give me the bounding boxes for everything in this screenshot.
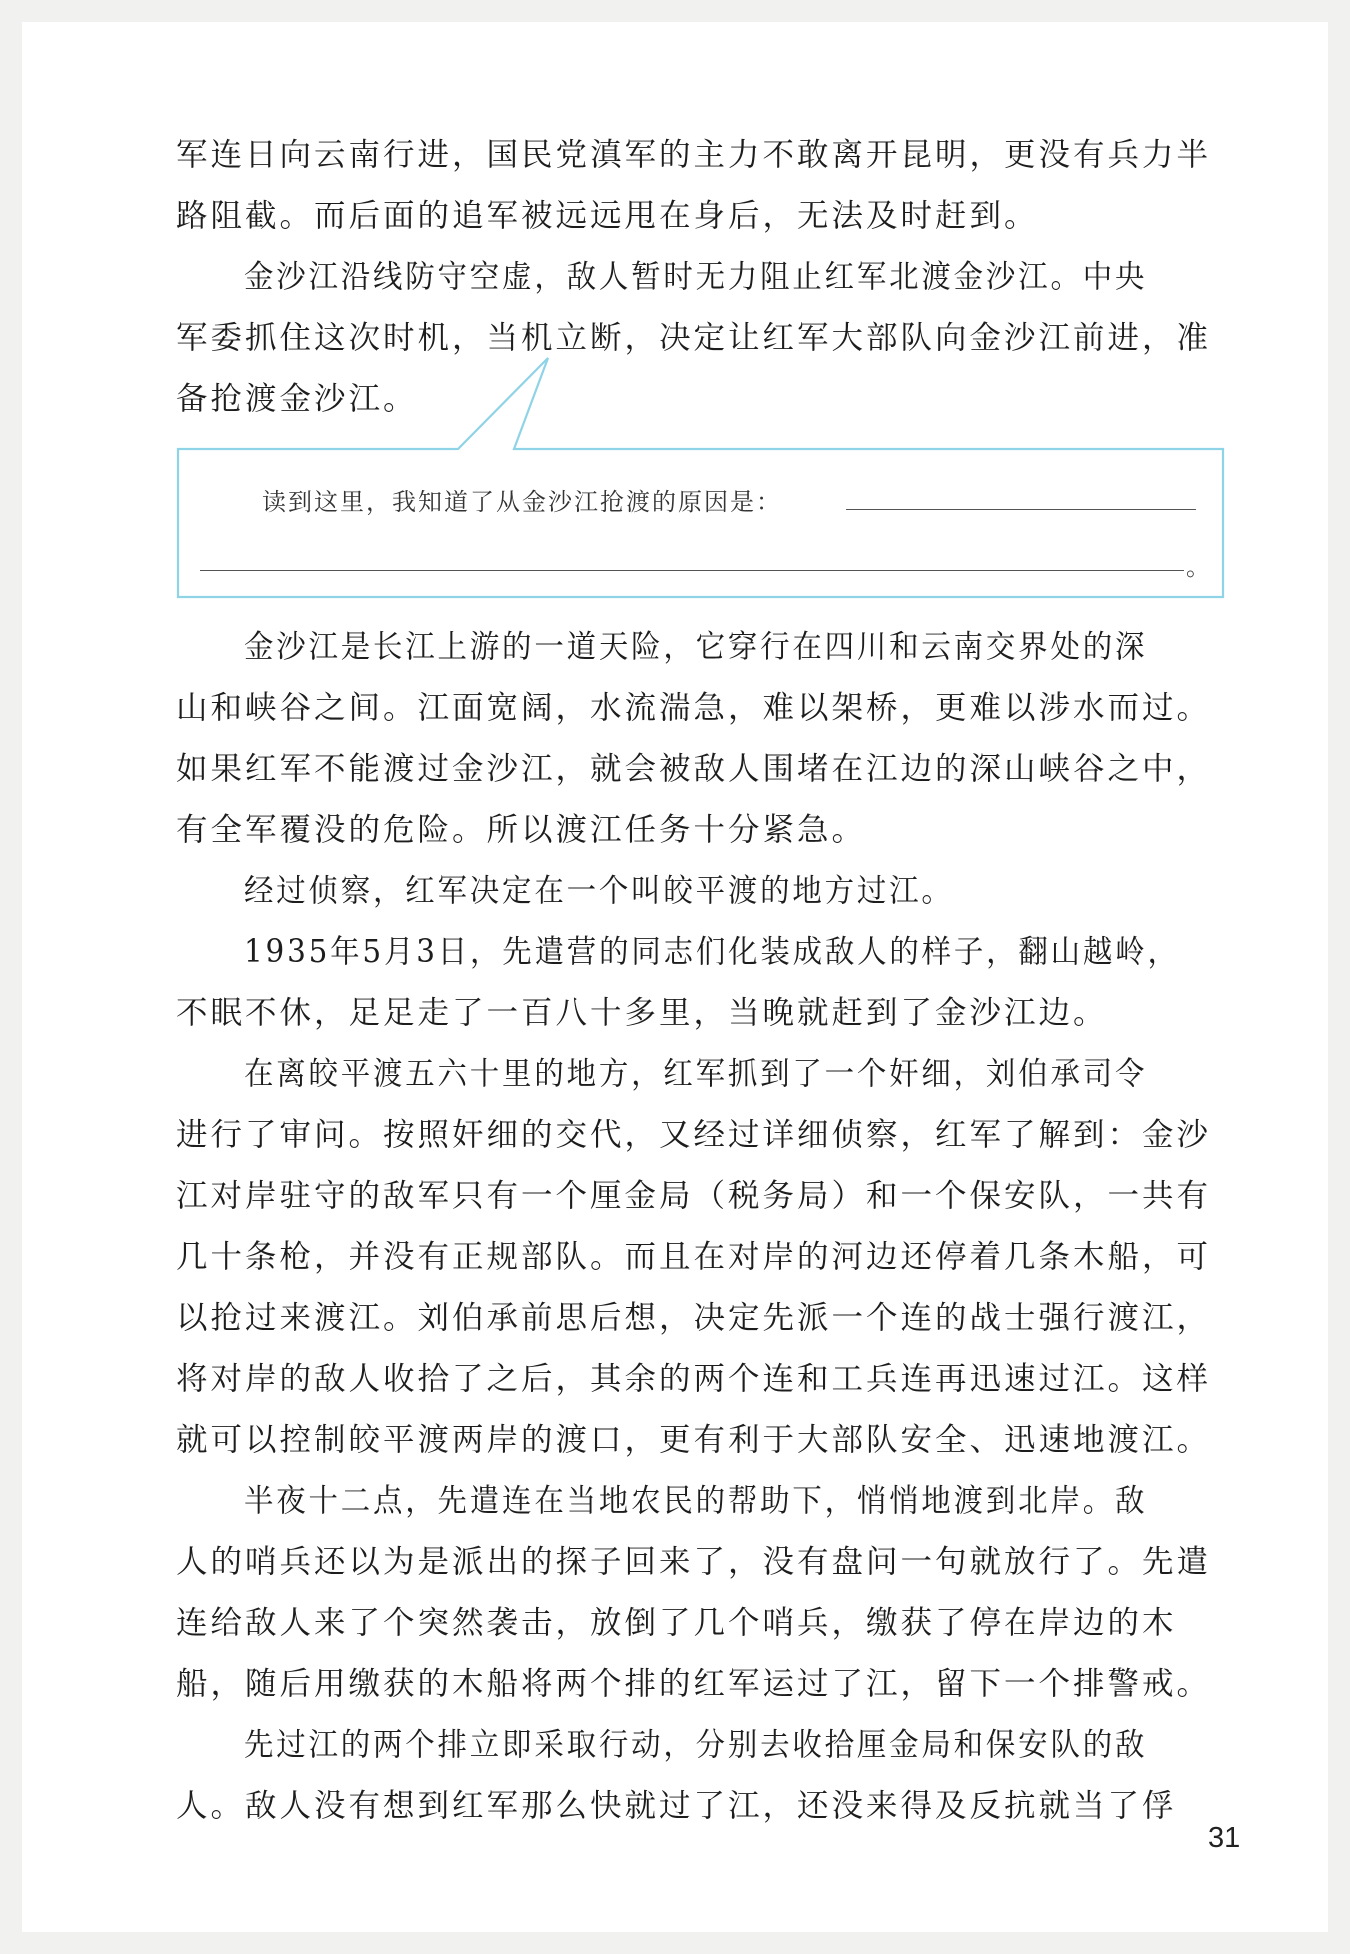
answer-blank-line-2[interactable] xyxy=(200,570,1184,571)
text-line: 军委抓住这次时机，当机立断，决定让红军大部队向金沙江前进，准 xyxy=(176,320,1212,356)
text-line: 军连日向云南行进，国民党滇军的主力不敢离开昆明，更没有兵力半 xyxy=(176,137,1212,173)
text-line: 金沙江沿线防守空虚，敌人暂时无力阻止红军北渡金沙江。中央 xyxy=(244,259,1148,295)
text-line: 连给敌人来了个突然袭击，放倒了几个哨兵，缴获了停在岸边的木 xyxy=(176,1605,1177,1641)
text-line: 几十条枪，并没有正规部队。而且在对岸的河边还停着几条木船，可 xyxy=(176,1239,1212,1275)
text-line: 如果红军不能渡过金沙江，就会被敌人围堵在江边的深山峡谷之中， xyxy=(176,751,1212,787)
text-line: 先过江的两个排立即采取行动，分别去收拾厘金局和保安队的敌 xyxy=(244,1727,1148,1763)
callout-prompt: 读到这里，我知道了从金沙江抢渡的原因是： xyxy=(262,488,782,516)
page-number: 31 xyxy=(1208,1822,1241,1854)
text-line: 船，随后用缴获的木船将两个排的红军运过了江，留下一个排警戒。 xyxy=(176,1666,1212,1702)
callout-end-mark: 。 xyxy=(1186,553,1210,581)
text-line: 金沙江是长江上游的一道天险，它穿行在四川和云南交界处的深 xyxy=(244,629,1148,665)
text-line: 人。敌人没有想到红军那么快就过了江，还没来得及反抗就当了俘 xyxy=(176,1788,1177,1824)
text-line: 人的哨兵还以为是派出的探子回来了，没有盘问一句就放行了。先遣 xyxy=(176,1544,1212,1580)
text-line: 江对岸驻守的敌军只有一个厘金局（税务局）和一个保安队，一共有 xyxy=(176,1178,1212,1214)
text-line: 备抢渡金沙江。 xyxy=(176,381,418,417)
text-line: 半夜十二点，先遣连在当地农民的帮助下，悄悄地渡到北岸。敌 xyxy=(244,1483,1148,1519)
text-line: 进行了审问。按照奸细的交代，又经过详细侦察，红军了解到：金沙 xyxy=(176,1117,1212,1153)
answer-blank-line-1[interactable] xyxy=(846,509,1196,510)
text-line: 1935年5月3日，先遣营的同志们化装成敌人的样子，翻山越岭， xyxy=(244,934,1180,970)
text-line: 有全军覆没的危险。所以渡江任务十分紧急。 xyxy=(176,812,867,848)
text-line: 路阻截。而后面的追军被远远甩在身后，无法及时赶到。 xyxy=(176,198,1039,234)
text-line: 将对岸的敌人收拾了之后，其余的两个连和工兵连再迅速过江。这样 xyxy=(176,1361,1212,1397)
text-line: 以抢过来渡江。刘伯承前思后想，决定先派一个连的战士强行渡江， xyxy=(176,1300,1212,1336)
callout-box xyxy=(0,0,1350,620)
text-line: 不眠不休，足足走了一百八十多里，当晚就赶到了金沙江边。 xyxy=(176,995,1108,1031)
text-line: 就可以控制皎平渡两岸的渡口，更有利于大部队安全、迅速地渡江。 xyxy=(176,1422,1212,1458)
text-line: 山和峡谷之间。江面宽阔，水流湍急，难以架桥，更难以涉水而过。 xyxy=(176,690,1212,726)
text-line: 经过侦察，红军决定在一个叫皎平渡的地方过江。 xyxy=(244,873,954,909)
text-line: 在离皎平渡五六十里的地方，红军抓到了一个奸细，刘伯承司令 xyxy=(244,1056,1148,1092)
